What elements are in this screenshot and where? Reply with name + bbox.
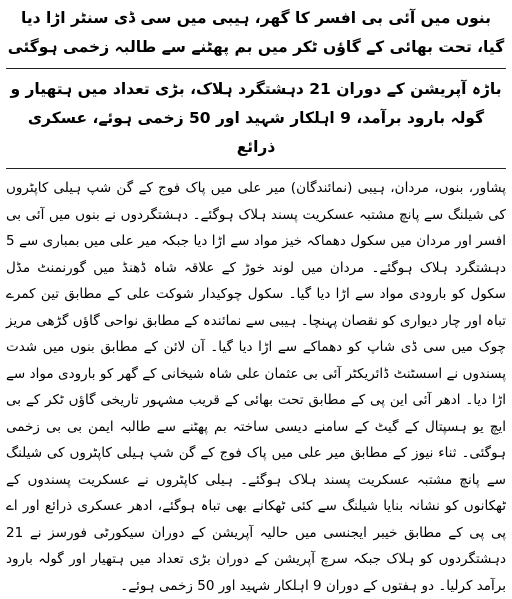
headline-top: بنوں میں آئی بی افسر کا گھر، ہیبی میں سی ڈی سنٹر اڑا دیا گیا، تحت بھائی کے گاؤں ٹکر میں بم پھٹنے سے طالبہ زخمی ہوگئی xyxy=(7,9,505,56)
divider-bottom xyxy=(6,168,506,169)
divider-top xyxy=(6,68,506,69)
headline-sub: باڑہ آپریشن کے دوران 21 دہشتگرد ہلاک، بڑی تعداد میں ہتھیار و گولہ بارود برآمد، 9 اہلکار شہید اور 50 زخمی ہوئے، عسکری ذرائع xyxy=(10,80,502,156)
article-body: پشاور، بنوں، مردان، ہیبی (نمائندگان) میر علی میں پاک فوج کے گن شپ ہیلی کاپٹروں کی شیلنگ سے پانچ مشتبہ عسکریت پسند ہلاک ہوگئے۔ دہشتگردوں نے بنوں میں آئی بی افسر اور مردان میں سکول دھماکہ خیز مواد سے اڑا دیا جبکہ میر علی میں بمباری سے 5 دہشتگرد ہلاک ہوگئے۔ مردان میں لوند خوڑ کے علاقہ شاہ ڈھنڈ میں گورنمنٹ مڈل سکول کو بارودی مواد سے اڑا دیا گیا۔ سکول چوکیدار شوکت علی کے مطابق تین کمرے تباہ اور چار دیواری کو نقصان پہنچا۔ ہیبی سے نمائندہ کے مطابق نواحی گاؤں گڑھی مریز چوک میں سی ڈی شاپ کو دھماکے سے اڑا دیا گیا۔ آن لائن کے مطابق بنوں میں شدت پسندوں نے اسسٹنٹ ڈائریکٹر آئی بی عثمان علی شاہ شیخانی کے گھر کو بارودی مواد سے اڑا دیا۔ ادھر آئی این پی کے مطابق تحت بھائی کے قریب مشہور تاریخی گاؤں ٹکر کے بی ایچ یو ہسپتال کے گیٹ کے سامنے دیسی ساختہ بم پھٹنے سے طالبہ ایمن بی بی زخمی ہوگئی۔ ثناء نیوز کے مطابق میر علی میں پاک فوج کے گن شپ ہیلی کاپٹروں کی شیلنگ سے پانچ مشتبہ عسکریت پسند ہلاک ہوگئے۔ ہیلی کاپٹروں نے عسکریت پسندوں کے ٹھکانوں کو نشانہ بنایا شیلنگ سے کئی ٹھکانے بھی تباہ ہوگئے، ادھر عسکری ذرائع اور اے پی پی کے مطابق خیبر ایجنسی میں حالیہ آپریشن کے دوران سیکورٹی فورسز نے 21 دہشتگردوں کو ہلاک جبکہ سرچ آپریشن کے دوران بڑی تعداد میں ہتھیار اور گولہ بارود برآمد کرلیا۔ دو ہفتوں کے دوران 9 اہلکار شہید اور 50 زخمی ہوئے۔ xyxy=(6,180,506,594)
